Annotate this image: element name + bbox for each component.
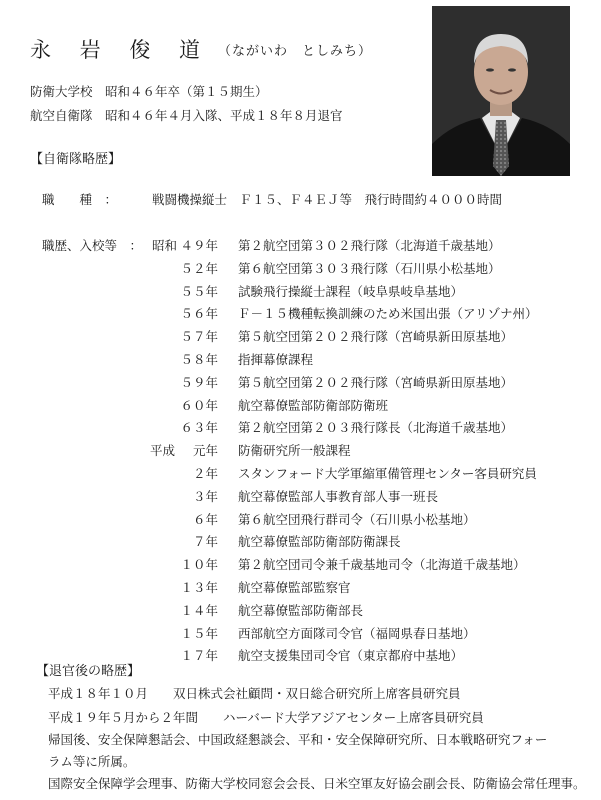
career-year: ７年: [192, 534, 218, 550]
career-year: １５年: [180, 625, 218, 641]
career-year: ４９年: [180, 238, 218, 253]
career-event: 航空幕僚監部人事教育部人事一班長: [238, 488, 439, 504]
career-event: 指揮幕僚課程: [238, 352, 314, 367]
retirement-line: ラム等に所属。: [48, 754, 136, 769]
career-year: ５８年: [180, 352, 218, 367]
career-event: 第２航空団第３０２飛行隊（北海道千歳基地）: [238, 238, 501, 253]
career-event: 第６航空団飛行群司令（石川県小松基地）: [238, 511, 476, 527]
career-event: 試験飛行操縦士課程（岐阜県岐阜基地）: [238, 283, 464, 299]
career-event: 航空幕僚監部監察官: [238, 580, 351, 595]
career-year: １４年: [180, 602, 218, 618]
career-era: 平成: [150, 443, 176, 459]
occupation-label: 職 種 ：: [42, 192, 118, 207]
career-event: 航空支援集団司令官（東京都府中基地）: [238, 648, 464, 664]
career-year: ５７年: [180, 329, 218, 345]
career-year: １０年: [180, 557, 218, 573]
career-year: ５６年: [180, 306, 218, 322]
career-year: ５９年: [180, 374, 218, 390]
career-year: ６３年: [180, 420, 218, 436]
career-year: １３年: [180, 580, 218, 595]
career-year: ６０年: [180, 397, 218, 413]
career-event: スタンフォード大学軍縮軍備管理センター客員研究員: [238, 466, 537, 481]
career-event: 第２航空団第２０３飛行隊長（北海道千歳基地）: [238, 420, 514, 436]
history-label: 職歴、入校等 ：: [42, 238, 143, 253]
career-event: 航空幕僚監部防衛部防衛班: [238, 397, 389, 413]
career-event: 第６航空団第３０３飛行隊（石川県小松基地）: [238, 260, 501, 276]
career-event: 防衛研究所一般課程: [238, 443, 351, 459]
retirement-section-heading: 【退官後の略歴】: [36, 664, 141, 679]
career-year: ５２年: [180, 260, 218, 276]
career-year: １７年: [180, 648, 218, 664]
career-event: 航空幕僚監部防衛部防衛課長: [238, 534, 401, 550]
career-year: 元年: [192, 443, 218, 459]
career-year: ５５年: [180, 283, 218, 299]
career-era: 昭和: [152, 238, 178, 253]
career-event: 第５航空団第２０２飛行隊（宮崎県新田原基地）: [238, 329, 514, 345]
retirement-line: 平成１９年５月から２年間 ハーバード大学アジアセンター上席客員研究員: [48, 710, 484, 725]
career-year: ６年: [192, 511, 218, 527]
portrait-photo: [432, 6, 570, 176]
retirement-line: 帰国後、安全保障懇話会、中国政経懇談会、平和・安全保障研究所、日本戦略研究フォー: [48, 732, 548, 747]
career-event: 西部航空方面隊司令官（福岡県春日基地）: [238, 625, 476, 641]
retirement-line: 国際安全保障学会理事、防衛大学校同窓会会長、日米空軍友好協会副会長、防衛協会常任理事。: [48, 776, 586, 791]
career-event: Ｆ－１５機種転換訓練のため米国出張（アリゾナ州）: [238, 306, 538, 322]
occupation-value: 戦闘機操縦士 Ｆ１５、Ｆ４ＥＪ等 飛行時間約４０００時間: [152, 192, 503, 207]
career-event: 第２航空団司令兼千歳基地司令（北海道千歳基地）: [238, 557, 526, 573]
person-name: 永 岩 俊 道: [30, 38, 212, 62]
portrait-illustration: [432, 6, 570, 176]
education-line: 防衛大学校 昭和４６年卒（第１５期生）: [30, 84, 268, 99]
name-reading: （ながいわ としみち）: [218, 44, 373, 59]
career-year: ２年: [192, 466, 218, 481]
retirement-line: 平成１８年１０月 双日株式会社顧問・双日総合研究所上席客員研究員: [48, 686, 461, 701]
career-event: 航空幕僚監部防衛部長: [238, 602, 364, 618]
jsdf-section-heading: 【自衛隊略歴】: [30, 152, 122, 167]
career-event: 第５航空団第２０２飛行隊（宮崎県新田原基地）: [238, 374, 514, 390]
career-year: ３年: [192, 488, 218, 504]
career-summary-line: 航空自衛隊 昭和４６年４月入隊、平成１８年８月退官: [30, 108, 343, 123]
